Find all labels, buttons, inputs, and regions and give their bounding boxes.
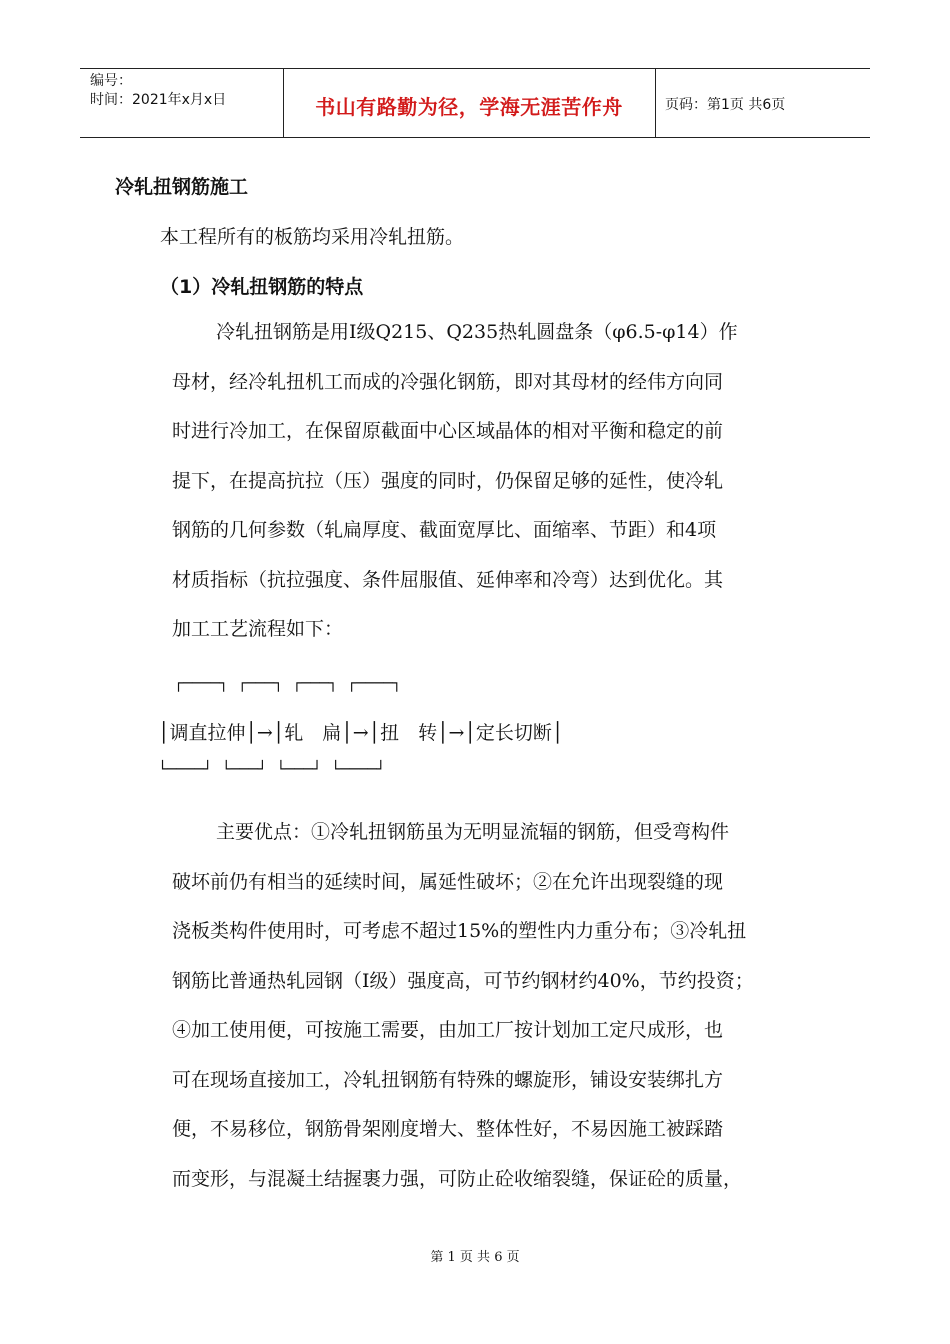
subheading: （1）冷轧扭钢筋的特点 xyxy=(160,276,364,298)
text-line: 便，不易移位，钢筋骨架刚度增大、整体性好，不易因施工被踩踏 xyxy=(172,1118,724,1140)
paragraph-advantages xyxy=(172,808,850,1204)
text-line: 材质指标（抗拉强度、条件屈服值、延伸率和冷弯）达到优化。其 xyxy=(172,568,724,591)
text-line: 主要优点：①冷轧扭钢筋虽为无明显流辐的钢筋，但受弯构件 xyxy=(216,821,730,843)
paragraph-features xyxy=(172,308,850,655)
header-table xyxy=(80,68,870,138)
flow-step-twist: │扭 转│ xyxy=(368,722,449,744)
flow-step-straighten: │调直拉伸│ xyxy=(158,722,257,744)
flow-top-border: ┌────┐ ┌───┐ ┌───┐ ┌────┐ xyxy=(174,674,402,692)
text-line: 冷轧扭钢筋是用Ⅰ级Q215、Q235热轧圆盘条（φ6.5-φ14）作 xyxy=(216,321,738,343)
text-line: 而变形，与混凝土结握裹力强，可防止砼收缩裂缝，保证砼的质量， xyxy=(172,1167,743,1190)
section-title: 冷轧扭钢筋施工 xyxy=(115,176,249,198)
text-line: 时进行冷加工，在保留原截面中心区域晶体的相对平衡和稳定的前 xyxy=(172,420,724,442)
text-line: 钢筋的几何参数（轧扁厚度、截面宽厚比、面缩率、节距）和4项 xyxy=(172,519,717,541)
header-meta xyxy=(90,72,226,110)
number-label: 编号： xyxy=(90,73,132,89)
flow-bottom-border: └────┘ └───┘ └───┘ └────┘ xyxy=(158,760,386,778)
text-line: 母材，经冷轧扭机工而成的冷强化钢筋，即对其母材的经伟方向同 xyxy=(172,370,724,393)
flow-steps xyxy=(158,718,563,745)
flow-arrow: → xyxy=(352,722,369,744)
text-line: 加工工艺流程如下： xyxy=(172,618,344,640)
header-divider xyxy=(655,69,656,137)
intro-paragraph: 本工程所有的板筋均采用冷轧扭筋。 xyxy=(160,226,465,248)
text-line: 钢筋比普通热轧园钢（Ⅰ级）强度高，可节约钢材约40%，节约投资； xyxy=(172,969,754,992)
flow-arrow: → xyxy=(256,722,273,744)
page-footer: 第 1 页 共 6 页 xyxy=(430,1250,520,1265)
header-page-info: 页码：第1页 共6页 xyxy=(665,97,786,113)
text-line: ④加工使用便，可按施工需要，由加工厂按计划加工定尺成形，也 xyxy=(172,1019,724,1041)
text-line: 浇板类构件使用时，可考虑不超过15%的塑性内力重分布；③冷轧扭 xyxy=(172,920,747,942)
process-flow xyxy=(158,670,718,790)
flow-arrow: → xyxy=(448,722,465,744)
header-motto: 书山有路勤为径，学海无涯苦作舟 xyxy=(315,95,623,119)
flow-step-flatten: │轧 扁│ xyxy=(272,722,353,744)
text-line: 提下，在提高抗拉（压）强度的同时，仍保留足够的延性，使冷轧 xyxy=(172,469,724,492)
time-label: 时间：2021年x月x日 xyxy=(90,92,227,108)
text-line: 可在现场直接加工，冷轧扭钢筋有特殊的螺旋形，铺设安装绑扎方 xyxy=(172,1068,724,1091)
flow-step-cut: │定长切断│ xyxy=(464,722,564,744)
text-line: 破坏前仍有相当的延续时间，属延性破坏；②在允许出现裂缝的现 xyxy=(172,870,724,893)
